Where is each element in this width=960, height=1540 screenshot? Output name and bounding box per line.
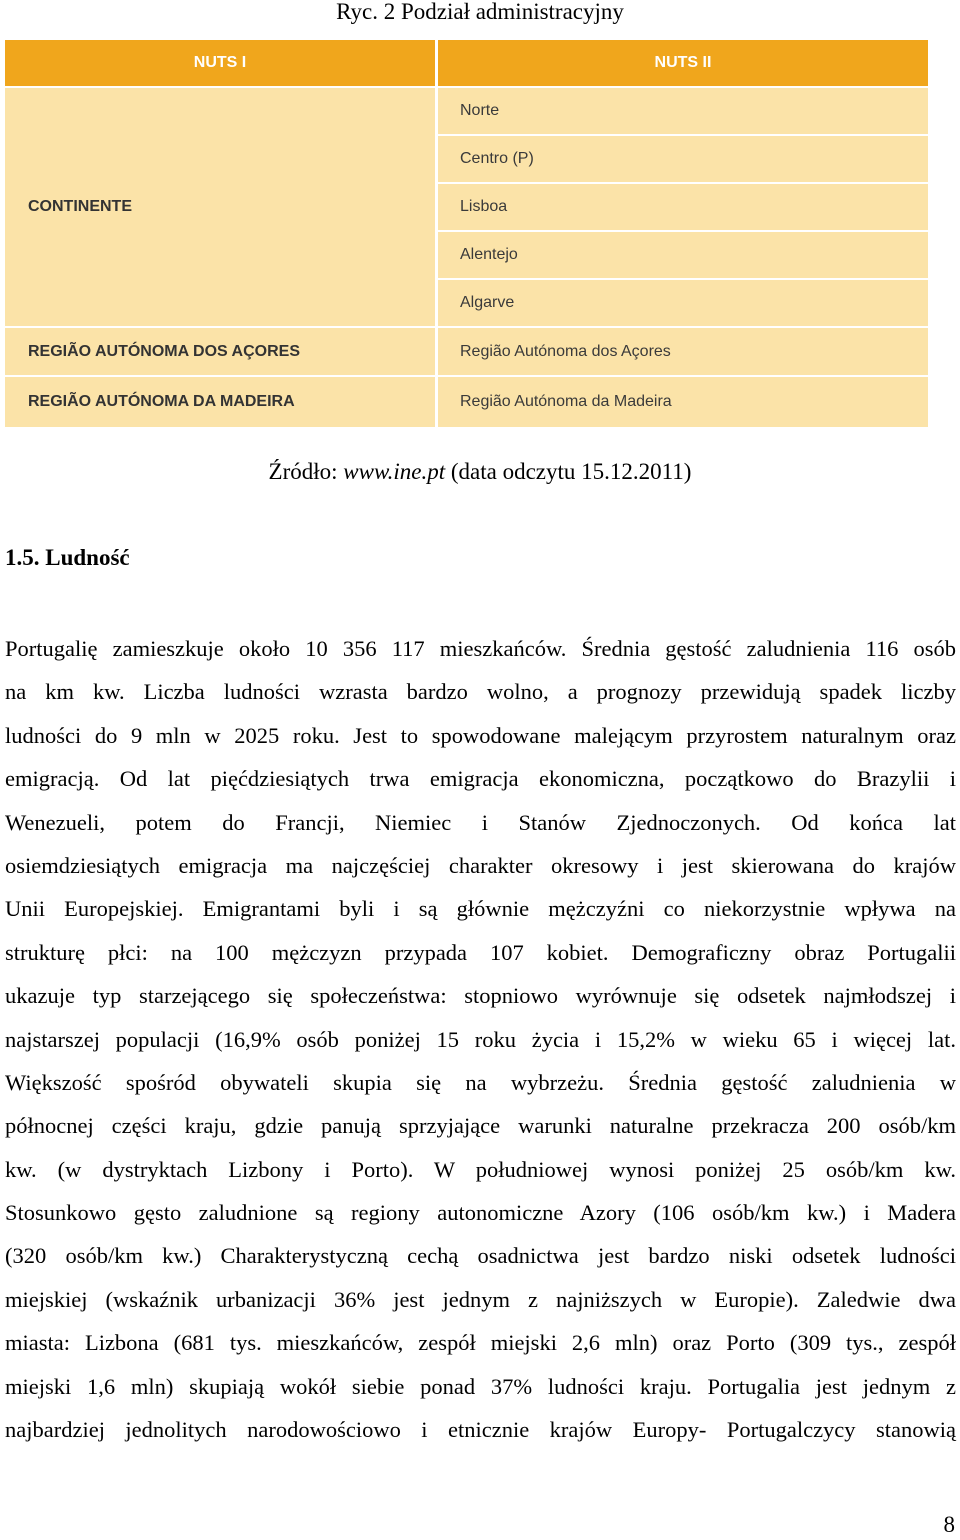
source-suffix: (data odczytu 15.12.2011) (445, 459, 692, 484)
text-line: na km kw. Liczba ludności wzrasta bardzo wolno, a prognozy przewidują spadek liczby (5, 679, 956, 705)
text-line: miejskiej (wskaźnik urbanizacji 36% jest jednym z najniższych w Europie). Zaledwie dwa (5, 1286, 956, 1312)
nuts2-region: Lisboa (438, 184, 928, 230)
text-line: miejski 1,6 mln) skupiają wokół siebie ponad 37% ludności kraju. Portugalia jest jednym z (5, 1373, 956, 1399)
source-prefix: Źródło: (268, 459, 344, 484)
header-nuts-2: NUTS II (438, 40, 928, 86)
header-nuts-1: NUTS I (5, 40, 435, 86)
nuts2-region: Alentejo (438, 232, 928, 278)
text-line: emigracją. Od lat pięćdziesiątych trwa emigracja ekonomiczna, początkowo do Brazylii i (5, 766, 956, 792)
text-line: najbardziej jednolitych narodowościowo i etnicznie krajów Europy- Portugalczycy stanowią (5, 1417, 956, 1443)
text-line: osiemdziesiątych emigracja ma najczęściej charakter okresowy i jest skierowana do krajów (5, 852, 956, 878)
text-line: Portugalię zamieszkuje około 10 356 117 mieszkańców. Średnia gęstość zaludnienia 116 osób (5, 636, 956, 661)
text-line: Unii Europejskiej. Emigrantami byli i są głównie mężczyźni co niekorzystnie wpływa na (5, 896, 956, 922)
nuts1-acores: REGIÃO AUTÓNOMA DOS AÇORES (5, 328, 435, 375)
nuts2-region: Norte (438, 88, 928, 134)
text-line: Większość spośród obywateli skupia się na wybrzeżu. Średnia gęstość zaludnienia w (5, 1069, 956, 1095)
nuts2-madeira: Região Autónoma da Madeira (438, 377, 928, 427)
nuts2-acores: Região Autónoma dos Açores (438, 328, 928, 375)
text-line: Wenezueli, potem do Francji, Niemiec i Stanów Zjednoczonych. Od końca lat (5, 809, 956, 835)
section-heading: 1.5. Ludność (5, 545, 130, 570)
body-paragraph (5, 627, 956, 1451)
nuts1-madeira: REGIÃO AUTÓNOMA DA MADEIRA (5, 377, 435, 427)
source-url[interactable]: www.ine.pt (343, 459, 446, 484)
nuts2-region: Centro (P) (438, 136, 928, 182)
figure-caption: Ryc. 2 Podział administracyjny (336, 0, 624, 24)
source-note (0, 455, 960, 489)
text-line: ludności do 9 mln w 2025 roku. Jest to spowodowane malejącym przyrostem naturalnym oraz (5, 722, 956, 748)
text-line: strukturę płci: na 100 mężczyzn przypada 107 kobiet. Demograficzny obraz Portugalii (5, 939, 956, 965)
text-line: najstarszej populacji (16,9% osób poniżej 15 roku życia i 15,2% w wieku 65 i więcej lat. (5, 1026, 956, 1052)
text-line: Stosunkowo gęsto zaludnione są regiony autonomiczne Azory (106 osób/km kw.) i Madera (5, 1200, 956, 1226)
nuts1-continente: CONTINENTE (5, 88, 435, 326)
text-line: (320 osób/km kw.) Charakterystyczną cechą osadnictwa jest bardzo niski odsetek ludności (5, 1243, 956, 1269)
nuts2-region: Algarve (438, 280, 928, 326)
text-line: miasta: Lizbona (681 tys. mieszkańców, zespół miejski 2,6 mln) oraz Porto (309 tys., zespół (5, 1330, 956, 1356)
text-line: kw. (w dystryktach Lizbony i Porto). W południowej wynosi poniżej 25 osób/km kw. (5, 1156, 956, 1182)
page-number: 8 (943, 1512, 955, 1537)
nuts-table (5, 40, 928, 427)
text-line: północnej części kraju, gdzie panują sprzyjające warunki naturalne przekracza 200 osób/km (5, 1113, 956, 1139)
text-line: ukazuje typ starzejącego się społeczeństwa: stopniowo wyrównuje się odsetek najmłodszej i (5, 983, 956, 1009)
